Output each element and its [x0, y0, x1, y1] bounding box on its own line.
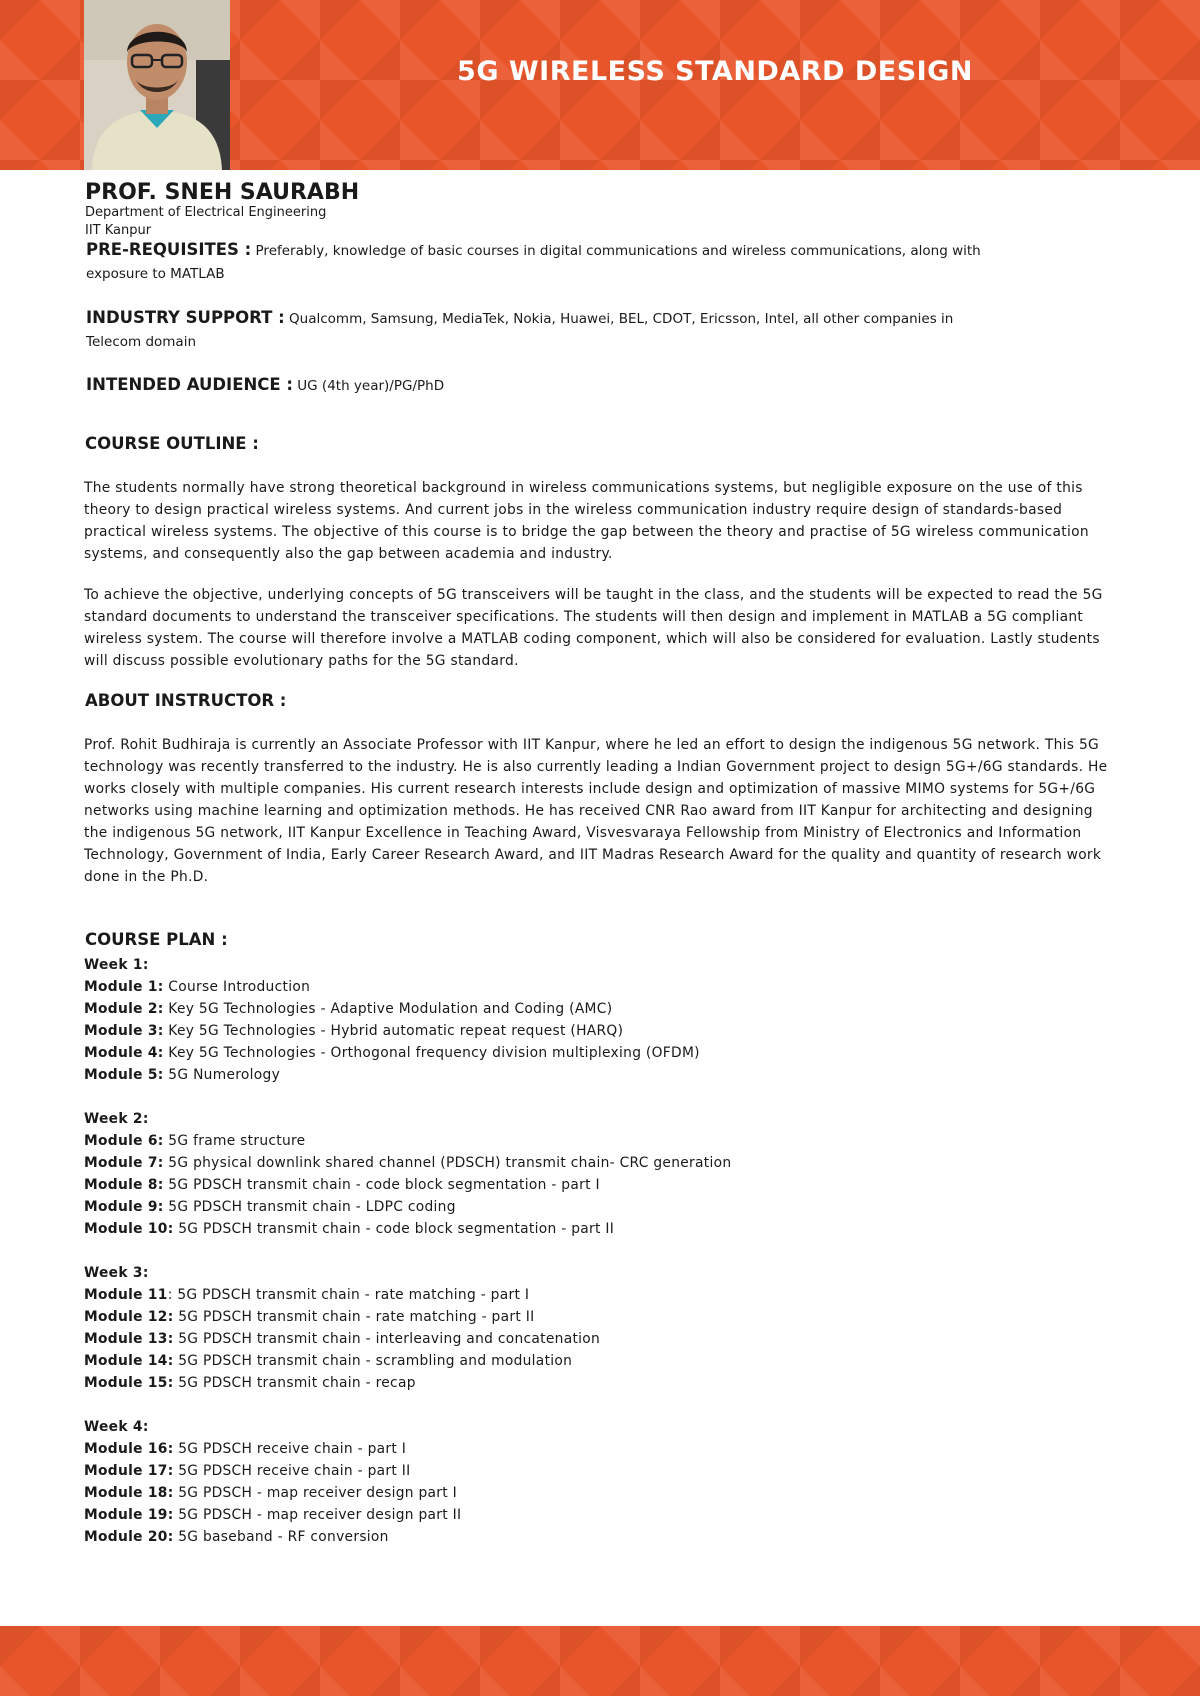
- intended-audience-text: UG (4th year)/PG/PhD: [297, 378, 445, 394]
- course-title: 5G WIRELESS STANDARD DESIGN: [457, 56, 973, 87]
- module-item: Module 14: 5G PDSCH transmit chain - scrambling and modulation: [84, 1353, 573, 1369]
- prerequisites-section: [86, 238, 986, 286]
- course-plan-list: [84, 954, 1084, 1548]
- module-item: Module 6: 5G frame structure: [84, 1133, 306, 1149]
- instructor-name: PROF. SNEH SAURABH: [85, 180, 360, 205]
- week-label: Week 2:: [84, 1111, 149, 1127]
- module-item: Module 20: 5G baseband - RF conversion: [84, 1529, 389, 1545]
- module-item: Module 2: Key 5G Technologies - Adaptive Modulation and Coding (AMC): [84, 1001, 613, 1017]
- course-outline-paragraph: To achieve the objective, underlying concepts of 5G transceivers will be taught in the class, and the students will be expected to read the 5G standard documents to understand the transceiver specifications. The students will then design and implement in MATLAB a 5G compliant wireless system. The course will therefore involve a MATLAB coding component, which will also be considered for evaluation. Lastly students will discuss possible evolutionary paths for the 5G standard.: [84, 587, 1103, 669]
- about-instructor-heading: ABOUT INSTRUCTOR :: [85, 691, 287, 710]
- module-item: Module 5: 5G Numerology: [84, 1067, 281, 1083]
- industry-support-label: INDUSTRY SUPPORT :: [86, 308, 285, 327]
- module-item: Module 12: 5G PDSCH transmit chain - rate matching - part II: [84, 1309, 535, 1325]
- footer-banner: [0, 1626, 1200, 1696]
- instructor-institute: IIT Kanpur: [85, 223, 152, 238]
- intended-audience-section: [86, 373, 986, 398]
- module-item: Module 3: Key 5G Technologies - Hybrid automatic repeat request (HARQ): [84, 1023, 624, 1039]
- course-outline-paragraph: The students normally have strong theoretical background in wireless communications systems, but negligible exposure on the use of this theory to design practical wireless systems. And current jobs in the wireless communication industry require design of standards-based practical wireless systems. The objective of this course is to bridge the gap between the theory and practise of 5G wireless communication systems, and consequently also the gap between academia and industry.: [84, 480, 1089, 562]
- person-portrait-icon: [84, 0, 230, 170]
- week-label: Week 1:: [84, 957, 149, 973]
- module-item: Module 1: Course Introduction: [84, 979, 311, 995]
- industry-support-text: Qualcomm, Samsung, MediaTek, Nokia, Huawei, BEL, CDOT, Ericsson, Intel, all other companies in Telecom domain: [86, 311, 954, 350]
- about-instructor-text: Prof. Rohit Budhiraja is currently an Associate Professor with IIT Kanpur, where he led an effort to design the indigenous 5G network. This 5G technology was recently transferred to the industry. He is also currently leading a Indian Government project to design 5G+/6G standards. He works closely with multiple companies. His current research interests include design and optimization of massive MIMO systems for 5G+/6G networks using machine learning and optimization methods. He has received CNR Rao award from IIT Kanpur for architecting and designing the indigenous 5G network, IIT Kanpur Excellence in Teaching Award, Visvesvaraya Fellowship from Ministry of Electronics and Information Technology, Government of India, Early Career Research Award, and IIT Madras Research Award for the quality and quantity of research work done in the Ph.D.: [84, 737, 1108, 885]
- module-item: Module 7: 5G physical downlink shared channel (PDSCH) transmit chain- CRC generation: [84, 1155, 732, 1171]
- module-item: Module 16: 5G PDSCH receive chain - part I: [84, 1441, 407, 1457]
- industry-support-section: [86, 306, 986, 354]
- course-outline-heading: COURSE OUTLINE :: [85, 434, 259, 453]
- module-item: Module 10: 5G PDSCH transmit chain - code block segmentation - part II: [84, 1221, 615, 1237]
- intended-audience-label: INTENDED AUDIENCE :: [86, 375, 293, 394]
- course-plan-heading: COURSE PLAN :: [85, 930, 228, 949]
- module-item: Module 17: 5G PDSCH receive chain - part II: [84, 1463, 411, 1479]
- module-item: Module 4: Key 5G Technologies - Orthogonal frequency division multiplexing (OFDM): [84, 1045, 700, 1061]
- week-label: Week 4:: [84, 1419, 149, 1435]
- module-item: Module 18: 5G PDSCH - map receiver design part I: [84, 1485, 458, 1501]
- module-item: Module 11: 5G PDSCH transmit chain - rate matching - part I: [84, 1287, 530, 1303]
- instructor-photo: [84, 0, 230, 170]
- prerequisites-text: Preferably, knowledge of basic courses in digital communications and wireless communications, along with exposure to MATLAB: [86, 243, 981, 282]
- module-item: Module 19: 5G PDSCH - map receiver design part II: [84, 1507, 462, 1523]
- module-item: Module 13: 5G PDSCH transmit chain - interleaving and concatenation: [84, 1331, 601, 1347]
- instructor-department: Department of Electrical Engineering: [85, 205, 327, 220]
- module-item: Module 15: 5G PDSCH transmit chain - recap: [84, 1375, 416, 1391]
- module-item: Module 8: 5G PDSCH transmit chain - code block segmentation - part I: [84, 1177, 600, 1193]
- week-label: Week 3:: [84, 1265, 149, 1281]
- module-item: Module 9: 5G PDSCH transmit chain - LDPC coding: [84, 1199, 456, 1215]
- prerequisites-label: PRE-REQUISITES :: [86, 240, 252, 259]
